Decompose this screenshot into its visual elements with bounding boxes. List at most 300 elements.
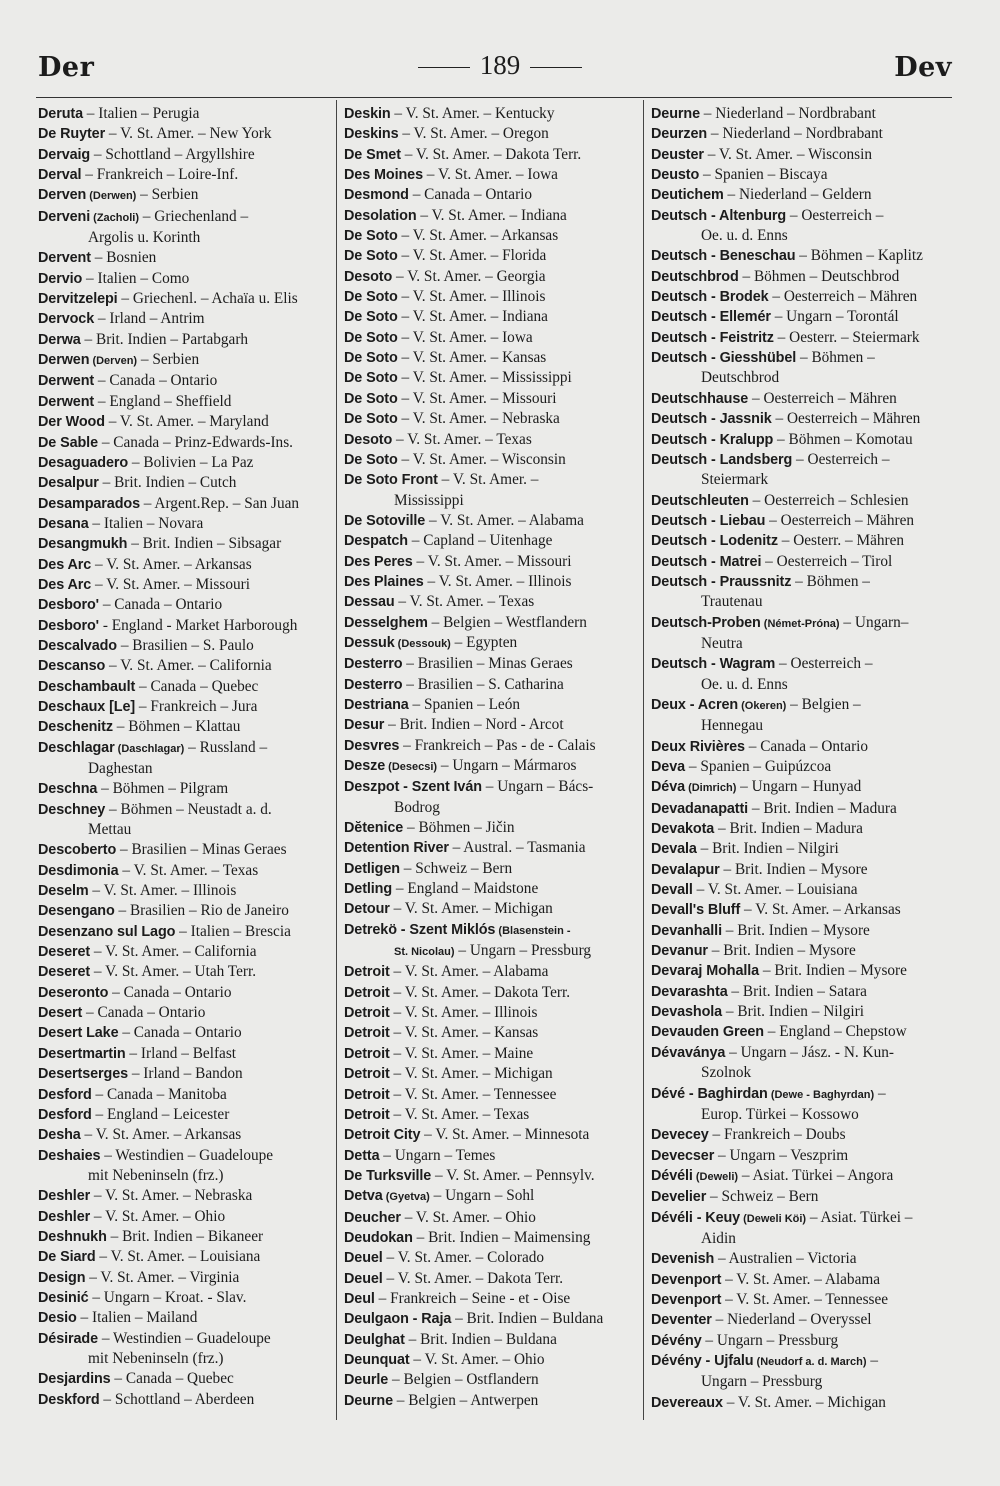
entry-location: – Canada – Ontario (82, 1004, 206, 1022)
gazetteer-entry (38, 207, 334, 249)
entry-headword: Deschna (38, 781, 98, 798)
gazetteer-entry (344, 1289, 640, 1309)
dash-right (530, 67, 582, 68)
gazetteer-entry (38, 473, 334, 493)
entry-headword: Devenport (651, 1291, 722, 1308)
entry-headword: Desur (344, 717, 385, 734)
entry-alt-name: (Desecsi) (385, 761, 438, 773)
entry-alt-name: (Deweli Köi) (740, 1212, 807, 1225)
entry-location: – Böhmen – Komotau (773, 430, 913, 448)
gazetteer-entry (38, 840, 334, 860)
gazetteer-entry (38, 165, 334, 185)
entry-location: – V. St. Amer. – Maine (389, 1044, 534, 1062)
gazetteer-entry (38, 1064, 334, 1084)
entry-location: – Westindien – Guadeloupe (100, 1146, 274, 1164)
entry-location: – Schweiz – Bern (399, 859, 513, 877)
entry-headword: Deulgaon - Raja (344, 1311, 452, 1328)
entry-headword: Desselghem (344, 614, 428, 631)
entry-headword: Deutsch - Matrei (651, 553, 762, 570)
entry-headword: Dervaig (38, 146, 91, 163)
entry-headword: Deschlagar (38, 739, 115, 756)
entry-headword: Desangmukh (38, 536, 128, 553)
gazetteer-entry (651, 737, 951, 757)
entry-location: – Italien – Mailand (76, 1309, 198, 1327)
entry-continuation-text: Szolnok (701, 1064, 752, 1082)
gazetteer-entry (38, 861, 334, 881)
entry-headword: Desinić (38, 1289, 89, 1306)
entry-headword: Deva (651, 759, 686, 775)
gazetteer-entry (651, 511, 951, 531)
entry-location: – Russland – (184, 738, 268, 756)
entry-headword: Des Moines (344, 167, 423, 184)
entry-headword: Devenport (651, 1271, 722, 1288)
entry-alt-name: (Dessouk) (394, 637, 451, 650)
entry-headword: Develier (651, 1189, 707, 1206)
entry-headword: Dervock (38, 311, 95, 328)
gazetteer-entry (344, 1166, 640, 1186)
entry-location: – Brit. Indien – Buldana (404, 1330, 557, 1348)
gazetteer-entry (651, 921, 951, 941)
gazetteer-entry (38, 738, 334, 780)
entry-headword: Desertserges (38, 1066, 128, 1083)
gazetteer-entry (344, 552, 640, 572)
entry-continuation-text: – Ungarn – Pressburg (454, 942, 592, 960)
entry-headword: Devashola (651, 1004, 723, 1021)
gazetteer-entry (344, 592, 640, 612)
entry-location: – V. St. Amer. – Michigan (389, 900, 553, 918)
gazetteer-entry (651, 799, 951, 819)
entry-headword: Des Arc (38, 556, 92, 573)
gazetteer-entry (344, 1269, 640, 1289)
entry-headword: Descanso (38, 658, 106, 675)
gazetteer-entry (651, 572, 951, 613)
entry-headword: De Soto (344, 411, 398, 428)
entry-headword: Derwent (38, 373, 95, 390)
gazetteer-entry (38, 1105, 334, 1125)
entry-headword: De Soto (344, 248, 398, 265)
entry-headword: Desaguadero (38, 454, 129, 471)
header-rule (36, 97, 952, 98)
entry-location: – Brit. Indien – Satara (727, 982, 867, 1000)
entry-headword: De Soto (344, 451, 398, 468)
entry-location: – Spanien – Biscaya (699, 166, 828, 184)
entry-location: – Irland – Bandon (128, 1065, 243, 1083)
entry-continuation-text: Oe. u. d. Enns (701, 675, 788, 693)
entry-location: – Canada – Ontario (408, 186, 533, 204)
entry-headword: Deutschbrod (651, 268, 739, 285)
entry-location: – Ungarn – Bács- (481, 778, 594, 796)
entry-headword: Desvres (344, 737, 400, 754)
gazetteer-entry (38, 1085, 334, 1105)
gazetteer-entry (651, 287, 951, 307)
entry-headword: De Soto (344, 329, 398, 346)
entry-continuation (651, 675, 951, 695)
entry-location: – (874, 1084, 886, 1102)
entry-headword: De Ruyter (38, 126, 106, 143)
gazetteer-entry (651, 145, 951, 165)
entry-headword: Deutsch - Feistritz (651, 329, 774, 346)
gazetteer-entry (38, 697, 334, 717)
entry-location: – V. St. Amer. – California (90, 943, 257, 961)
entry-headword: Deutsch - Ellemér (651, 309, 771, 326)
gazetteer-entry (38, 1146, 334, 1187)
entry-headword: Deseret (38, 964, 91, 981)
entry-headword: Desengano (38, 903, 115, 920)
entry-alt-name: (Derven) (89, 355, 138, 368)
entry-headword: Deskin (344, 106, 391, 122)
gazetteer-entry (38, 1247, 334, 1267)
entry-headword: Deutsch - Beneschau (651, 248, 796, 265)
entry-continuation-text: Neutra (701, 634, 743, 652)
entry-continuation (651, 1063, 951, 1083)
entry-location: – V. St. Amer. – Texas (118, 861, 259, 879)
gazetteer-entry (344, 1350, 640, 1370)
entry-location: – V. St. Amer. – Minnesota (420, 1126, 590, 1144)
entry-location: – Schottland – Argyllshire (90, 145, 255, 163)
gazetteer-entry (38, 371, 334, 391)
entry-location: – Niederland – Geldern (723, 186, 872, 204)
gazetteer-entry (344, 983, 640, 1003)
entry-headword: Deseronto (38, 984, 109, 1001)
entry-headword: Devanur (651, 943, 708, 960)
gazetteer-entry (651, 409, 951, 429)
gazetteer-entry (651, 1310, 951, 1330)
entry-continuation-text: mit Nebeninseln (frz.) (88, 1166, 224, 1184)
entry-continuation (38, 228, 334, 248)
entry-headword: De Smet (344, 146, 401, 163)
entry-headword: Déva (651, 779, 686, 796)
entry-continuation-text: Hennegau (701, 717, 764, 735)
header-right-guide-word: Dev (894, 52, 952, 83)
gazetteer-entry (651, 1043, 951, 1084)
entry-alt-name: (Daschlagar) (114, 742, 185, 755)
gazetteer-entry (344, 777, 640, 818)
gazetteer-entry (651, 880, 951, 900)
gazetteer-entry (38, 350, 334, 371)
entry-location: – V. St. Amer. – Iowa (422, 166, 558, 184)
entry-location: – Westindien – Guadeloupe (98, 1329, 271, 1347)
entry-location: – Böhmen – Klattau (112, 718, 241, 736)
gazetteer-entry (38, 555, 334, 575)
entry-headword: Desoto (344, 431, 393, 448)
entry-headword: Deskins (344, 126, 399, 143)
entry-continuation (651, 1372, 951, 1392)
entry-location: – Australien – Victoria (714, 1250, 857, 1268)
entry-headword: Desert Lake (38, 1025, 119, 1042)
gazetteer-entry (38, 1369, 334, 1389)
entry-location: – V. St. Amer. – Tennessee (389, 1085, 557, 1103)
gazetteer-entry (344, 920, 640, 963)
entry-location: – V. St. Amer. – (437, 471, 539, 489)
entry-headword: Deul (344, 1290, 375, 1307)
entry-alt-name: (Blasenstein - (495, 924, 571, 937)
entry-continuation (38, 1166, 334, 1186)
gazetteer-entry (38, 983, 334, 1003)
entry-headword: Detroit (344, 1086, 390, 1103)
gazetteer-entry (344, 654, 640, 674)
entry-continuation-text: Argolis u. Korinth (88, 229, 201, 247)
gazetteer-entry (651, 1187, 951, 1207)
entry-headword: Deutsch - Liebau (651, 512, 766, 529)
entry-headword: Des Arc (38, 576, 92, 593)
entry-headword: Deudokan (344, 1229, 413, 1246)
entry-headword: Devakota (651, 821, 715, 838)
entry-continuation-text: Mississippi (394, 491, 464, 509)
gazetteer-entry (651, 206, 951, 247)
entry-headword: Desoto (344, 268, 393, 285)
entry-location: – Asiat. Türkei – Angora (738, 1166, 894, 1184)
gazetteer-entry (344, 736, 640, 756)
gazetteer-entry (651, 982, 951, 1002)
entry-location: – Ungarn – Veszprim (714, 1146, 849, 1164)
gazetteer-entry (38, 1003, 334, 1023)
gazetteer-entry (38, 269, 334, 289)
gazetteer-entry (38, 1329, 334, 1370)
entry-headword: Devanhalli (651, 922, 722, 939)
entry-location: – V. St. Amer. – Nebraska (397, 410, 560, 428)
gazetteer-entry (344, 1391, 640, 1411)
entry-headword: Deusto (651, 167, 700, 184)
entry-headword: Deutschhause (651, 390, 749, 407)
entry-headword: Deselm (38, 883, 89, 900)
entry-headword: Desalpur (38, 475, 99, 492)
entry-headword: Design (38, 1269, 86, 1286)
entry-continuation (651, 470, 951, 490)
entry-headword: Devecey (651, 1127, 709, 1144)
gazetteer-entry (344, 246, 640, 266)
entry-location: – V. St. Amer. – Georgia (392, 267, 546, 285)
gazetteer-entry (344, 1248, 640, 1268)
gazetteer-entry (651, 1351, 951, 1393)
entry-headword: Dessuk (344, 634, 395, 651)
gazetteer-entry (344, 389, 640, 409)
entry-location: – V. St. Amer. – Ohio (90, 1207, 226, 1225)
entry-headword: Desford (38, 1106, 92, 1123)
gazetteer-entry (344, 838, 640, 858)
entry-headword: Des Peres (344, 553, 413, 570)
entry-location: – Oesterreich – (775, 655, 873, 673)
gazetteer-entry (344, 368, 640, 388)
entry-headword: Desboro' (38, 617, 99, 634)
entry-location: – Belgien – (786, 695, 861, 713)
entry-location: – Brasilien – Minas Geraes (402, 655, 573, 673)
entry-location: – Brit. Indien – Buldana (451, 1310, 604, 1328)
gazetteer-entry (38, 330, 334, 350)
entry-headword: Deunquat (344, 1351, 410, 1368)
entry-headword: Désirade (38, 1330, 98, 1347)
entry-location: – Egypten (450, 633, 518, 651)
entry-location: – Niederland – Nordbrabant (707, 125, 883, 143)
entry-alt-name: (Deweli) (692, 1170, 739, 1183)
entry-location: – Brit. Indien – Sibsagar (127, 535, 282, 553)
gazetteer-entry (651, 348, 951, 389)
entry-headword: Detroit (344, 984, 390, 1001)
gazetteer-entry (38, 1288, 334, 1308)
entry-location: – Ungarn – Pressburg (701, 1331, 839, 1349)
gazetteer-entry (651, 839, 951, 859)
entry-location: – Canada – Quebec (135, 677, 259, 695)
entry-location: – Brasilien – S. Catharina (402, 675, 564, 693)
entry-headword: Destriana (344, 696, 409, 713)
gazetteer-entry (38, 392, 334, 412)
gazetteer-entry (651, 1270, 951, 1290)
gazetteer-entry (344, 348, 640, 368)
entry-alt-name: (Derwen) (86, 190, 137, 203)
entry-location: – Oesterreich – Mähren (765, 511, 915, 529)
gazetteer-entry (344, 307, 640, 327)
entry-headword: Dévéli (651, 1167, 693, 1184)
entry-headword: Detta (344, 1147, 380, 1164)
gazetteer-entry (651, 307, 951, 327)
entry-location: – Bolivien – La Paz (128, 453, 254, 471)
entry-alt-name: (Dewe - Baghyrdan) (767, 1088, 875, 1101)
entry-headword: Deuster (651, 146, 704, 163)
entry-headword: Deuel (344, 1270, 383, 1287)
entry-headword: De Soto Front (344, 472, 438, 489)
entry-headword: Devauden Green (651, 1024, 764, 1041)
gazetteer-entry (344, 1186, 640, 1207)
gazetteer-entry (38, 616, 334, 636)
entry-continuation-text: Daghestan (88, 760, 153, 777)
entry-headword: Dĕtenice (344, 820, 404, 837)
gazetteer-entry (344, 715, 640, 735)
entry-headword: Deshler (38, 1208, 91, 1225)
gazetteer-entry (344, 1146, 640, 1166)
entry-location: – Oesterreich – Mähren (748, 389, 897, 407)
entry-headword: Deschenitz (38, 719, 113, 736)
entry-headword: Detroit (344, 964, 390, 981)
gazetteer-entry (344, 104, 640, 124)
entry-location: – V. St. Amer. – Michigan (722, 1393, 886, 1411)
entry-alt-name: (Dimrich) (685, 782, 737, 795)
entry-location: – Oesterreich – (786, 206, 884, 224)
entry-headword: Derwen (38, 352, 90, 369)
gazetteer-entry (651, 860, 951, 880)
gazetteer-entry (344, 1023, 640, 1043)
entry-location: – V. St. Amer. – Indiana (416, 206, 567, 224)
gazetteer-entry (651, 185, 951, 205)
gazetteer-entry (651, 777, 951, 798)
entry-continuation-text: Oe. u. d. Enns (701, 227, 788, 245)
gazetteer-entry (651, 819, 951, 839)
gazetteer-entry (344, 267, 640, 287)
gazetteer-entry (38, 1308, 334, 1328)
gazetteer-entry (344, 879, 640, 899)
entry-location: – Böhmen – Deutschbrod (738, 267, 900, 285)
gazetteer-entry (651, 1208, 951, 1250)
entry-continuation-text: Mettau (88, 821, 132, 839)
gazetteer-entry (344, 1330, 640, 1350)
gazetteer-entry (344, 124, 640, 144)
gazetteer-entry (344, 1125, 640, 1145)
entry-location: – Griechenland – (138, 207, 249, 225)
entry-continuation-text: Ungarn – Pressburg (701, 1373, 823, 1391)
gazetteer-entry (38, 962, 334, 982)
entry-headword: Deutsch - Kralupp (651, 431, 774, 448)
entry-headword: Deutsch - Landsberg (651, 451, 793, 468)
entry-location: – (866, 1351, 879, 1369)
gazetteer-entry (651, 104, 951, 124)
entry-headword: Desert (38, 1005, 83, 1022)
entry-location: – Brit. Indien – Mysore (759, 962, 907, 980)
entry-headword: Deutsch - Altenburg (651, 207, 787, 224)
entry-headword: Derval (38, 167, 82, 184)
entry-location: – England – Sheffield (94, 392, 232, 410)
entry-headword: Deurzen (651, 126, 708, 143)
gazetteer-entry (344, 185, 640, 205)
gazetteer-entry (344, 1105, 640, 1125)
entry-location: – Canada – Prinz-Edwards-Ins. (98, 433, 293, 451)
entry-location: – Capland – Uitenhage (407, 532, 553, 550)
gazetteer-entry (38, 1125, 334, 1145)
gazetteer-entry (38, 412, 334, 432)
gazetteer-entry (651, 1393, 951, 1413)
entry-location: – V. St. Amer. – Dakota Terr. (400, 145, 582, 163)
gazetteer-entry (344, 531, 640, 551)
entry-continuation-text: mit Nebeninseln (frz.) (88, 1349, 224, 1367)
entry-alt-name: (Német-Próna) (760, 617, 840, 630)
gazetteer-entry (38, 453, 334, 473)
entry-headword: Dervent (38, 250, 91, 267)
gazetteer-entry (344, 1064, 640, 1084)
entry-location: – V. St. Amer. – Kentucky (390, 105, 555, 122)
entry-location: – Oesterreich – (792, 450, 890, 468)
entry-headword: Detva (344, 1188, 383, 1205)
entry-headword: De Soto (344, 370, 398, 387)
entry-location: – Böhmen – (791, 572, 870, 590)
entry-location: – V. St. Amer. – Florida (397, 247, 547, 265)
entry-location: – Ungarn – Torontál (770, 308, 899, 326)
entry-headword: Desha (38, 1127, 81, 1144)
entry-location: – Canada – Manitoba (91, 1085, 227, 1103)
entry-headword: Deshnukh (38, 1228, 107, 1245)
entry-continuation-text: Trautenau (701, 593, 763, 611)
entry-headword: Devadanapatti (651, 800, 749, 817)
entry-location: – Ungarn – Temes (379, 1146, 496, 1164)
gazetteer-entry (38, 575, 334, 595)
entry-headword: Desdimonia (38, 862, 119, 879)
entry-location: – V. St. Amer. – Wisconsin (397, 450, 566, 468)
column-3 (651, 104, 951, 1413)
gazetteer-entry (38, 901, 334, 921)
entry-headword: Deschney (38, 801, 106, 818)
entry-headword: Devaraj Mohalla (651, 963, 760, 980)
entry-location: – Canada – Ontario (744, 737, 869, 755)
gazetteer-entry (38, 677, 334, 697)
entry-location: – V. St. Amer. – Maryland (104, 413, 269, 431)
entry-headword: Detour (344, 901, 390, 918)
gazetteer-entry (344, 511, 640, 531)
gazetteer-entry (344, 818, 640, 838)
gazetteer-entry (344, 1228, 640, 1248)
entry-headword: Deskford (38, 1391, 100, 1408)
entry-headword: De Siard (38, 1249, 96, 1266)
entry-continuation (651, 1229, 951, 1249)
entry-continuation (651, 226, 951, 246)
gazetteer-entry (38, 779, 334, 799)
entry-headword: De Soto (344, 228, 398, 245)
entry-location: – V. St. Amer. – Missouri (397, 389, 557, 407)
entry-headword: Desertmartin (38, 1045, 126, 1062)
column-divider-2 (643, 100, 644, 1420)
entry-location: – V. St. Amer. – Tennessee (721, 1290, 889, 1308)
entry-headword: Dessau (344, 594, 395, 611)
gazetteer-entry (651, 941, 951, 961)
entry-headword: Detroit (344, 1005, 390, 1022)
entry-location: – V. St. Amer. – Texas (394, 593, 535, 611)
entry-headword: Detroit (344, 1045, 390, 1062)
entry-location: – Serbien (137, 351, 200, 369)
